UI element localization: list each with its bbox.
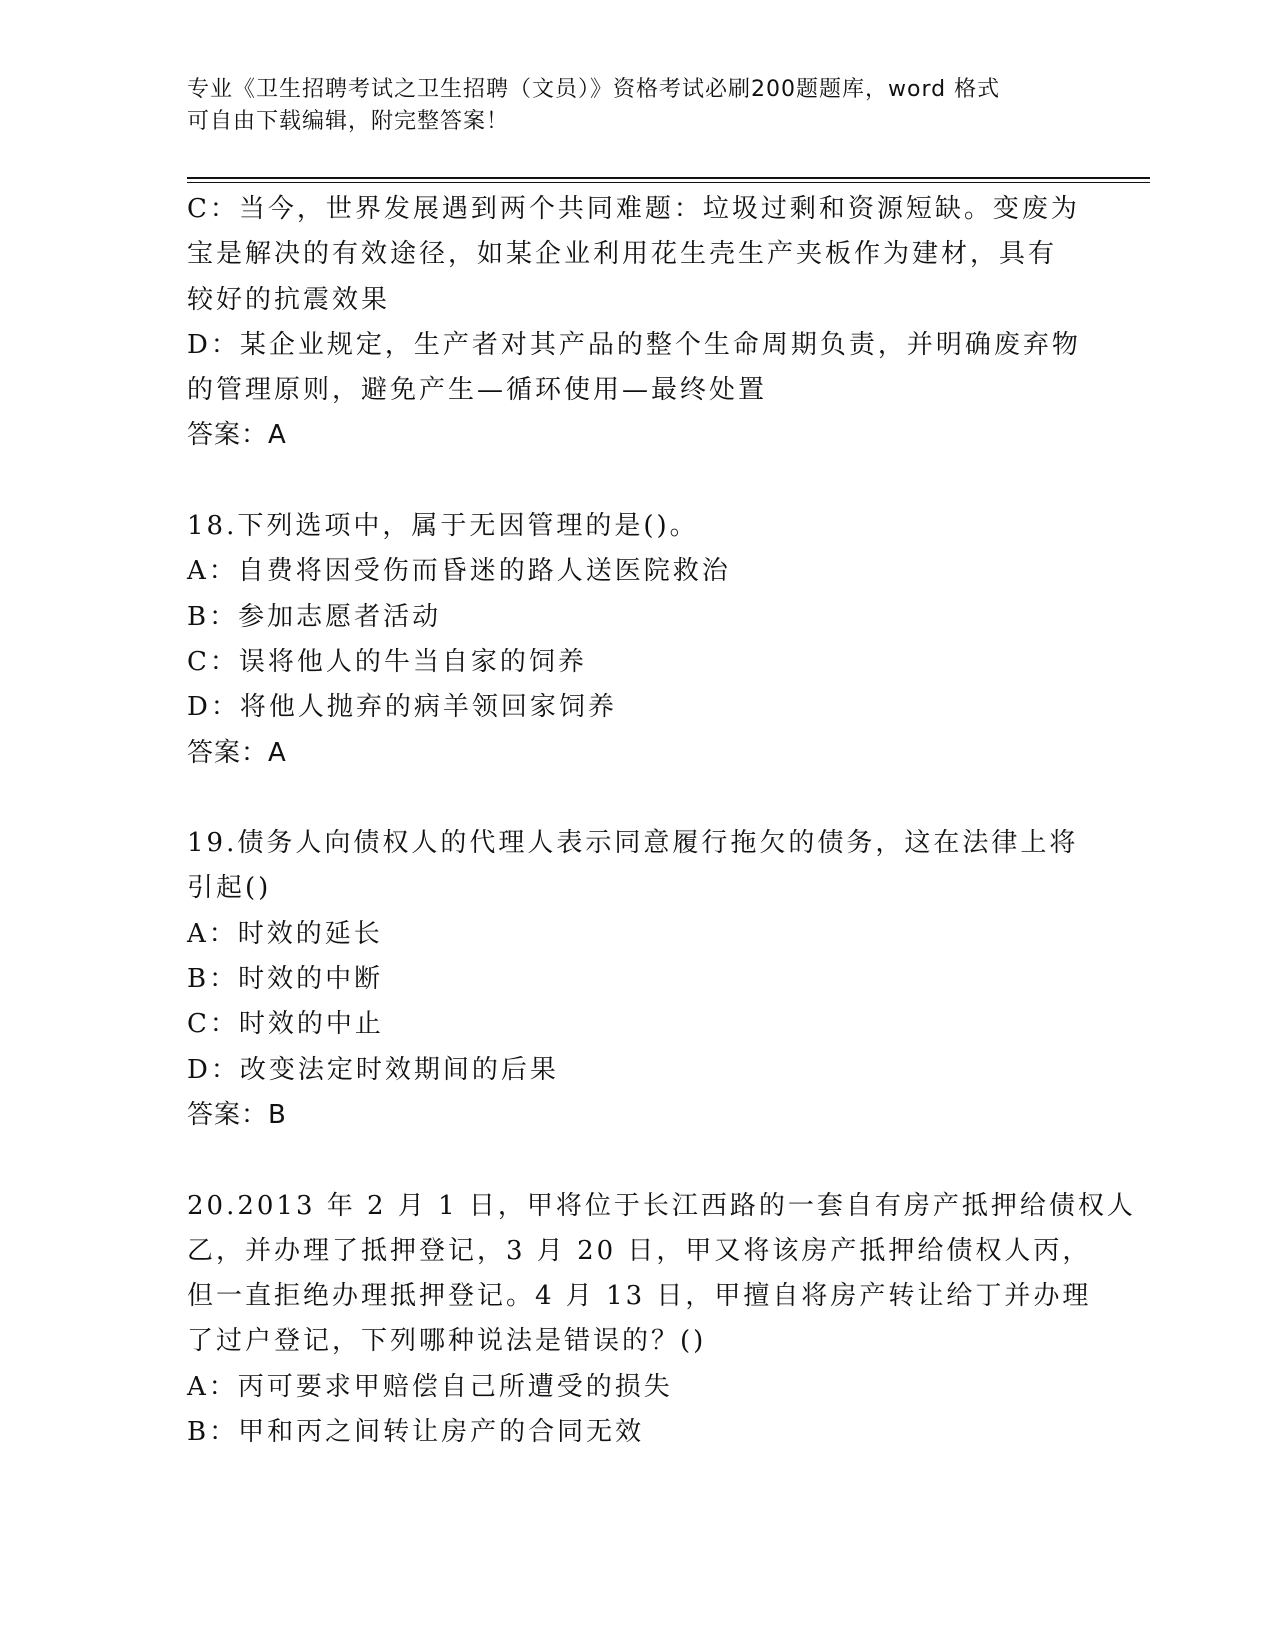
option-c: C：时效的中止 — [187, 1009, 384, 1040]
question-text: 18.下列选项中，属于无因管理的是()。 — [187, 511, 699, 542]
option-a: A：自费将因受伤而昏迷的路人送医院救治 — [187, 556, 731, 587]
spacer — [187, 459, 1087, 504]
question-17 — [187, 187, 1087, 459]
option-c-line: 宝是解决的有效途径，如某企业利用花生壳生产夹板作为建材，具有 — [187, 239, 1058, 270]
option-d-line: 的管理原则，避免产生—循环使用—最终处置 — [187, 375, 768, 406]
option-b: B：时效的中断 — [187, 964, 384, 995]
question-text-line: 了过户登记，下列哪种说法是错误的？() — [187, 1326, 707, 1357]
document-header — [187, 74, 1087, 138]
question-18 — [187, 504, 1087, 776]
question-text-line: 19.债务人向债权人的代理人表示同意履行拖欠的债务，这在法律上将 — [187, 828, 1079, 859]
option-c-line: 较好的抗震效果 — [187, 284, 391, 315]
option-c: C：误将他人的牛当自家的饲养 — [187, 646, 587, 677]
option-b: B：参加志愿者活动 — [187, 601, 442, 632]
option-c-line: C：当今，世界发展遇到两个共同难题：垃圾过剩和资源短缺。变废为 — [187, 194, 1080, 224]
option-b: B：甲和丙之间转让房产的合同无效 — [187, 1417, 645, 1448]
option-d-line: D：某企业规定，生产者对其产品的整个生命周期负责，并明确废弃物 — [187, 329, 1081, 360]
option-a: A：时效的延长 — [187, 918, 383, 949]
option-a: A：丙可要求甲赔偿自己所遭受的损失 — [187, 1371, 673, 1402]
question-19 — [187, 821, 1087, 1138]
option-d: D：改变法定时效期间的后果 — [187, 1054, 559, 1085]
answer-label: 答案：A — [187, 737, 287, 768]
header-title-line-1: 专业《卫生招聘考试之卫生招聘（文员）》资格考试必刷200题题库，word 格式 — [187, 77, 1001, 102]
answer-label: 答案：A — [187, 420, 287, 451]
question-20 — [187, 1184, 1136, 1456]
question-content — [187, 187, 1136, 1455]
question-text-line: 引起() — [187, 873, 272, 904]
header-divider-thin — [187, 182, 1150, 183]
option-d: D：将他人抛弃的病羊领回家饲养 — [187, 692, 617, 723]
spacer — [187, 1138, 1087, 1183]
question-text-line: 乙，并办理了抵押登记，3 月 20 日，甲又将该房产抵押给债权人丙， — [187, 1235, 1092, 1266]
answer-label: 答案：B — [187, 1099, 287, 1130]
question-text-line: 但一直拒绝办理抵押登记。4 月 13 日，甲擅自将房产转让给丁并办理 — [187, 1281, 1092, 1312]
question-text-line: 20.2013 年 2 月 1 日，甲将位于长江西路的一套自有房产抵押给债权人 — [187, 1190, 1136, 1221]
header-divider-thick — [187, 177, 1150, 179]
header-title-line-2: 可自由下载编辑，附完整答案！ — [187, 109, 510, 134]
spacer — [187, 776, 1087, 821]
